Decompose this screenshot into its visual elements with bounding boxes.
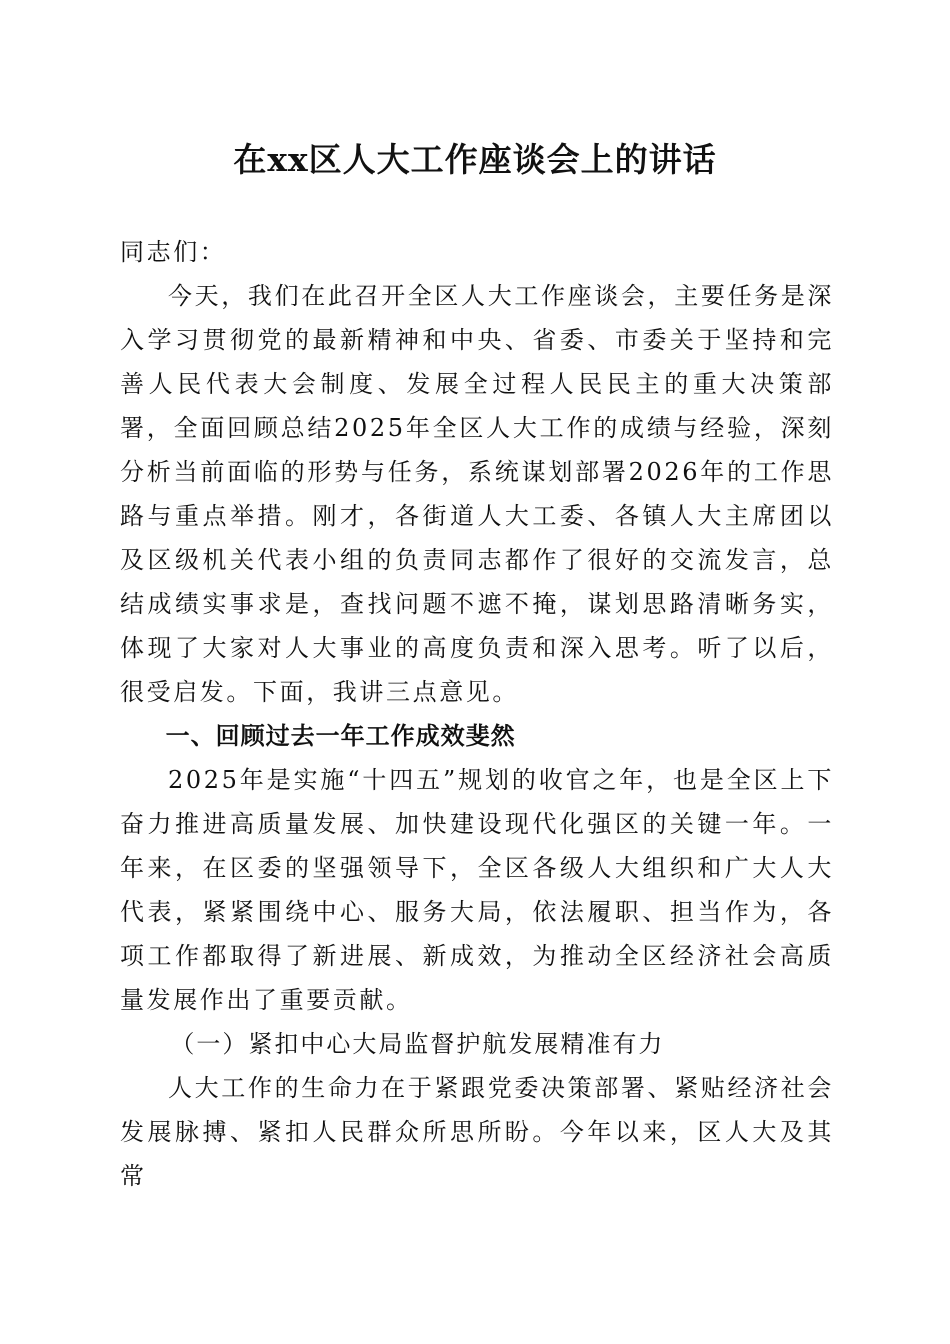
paragraph-review: 2025年是实施“十四五”规划的收官之年，也是全区上下奋力推进高质量发展、加快建设现代化强区的关键一年。一年来，在区委的坚强领导下，全区各级人大组织和广大人大代表，紧紧围绕中心、服务大局，依法履职、担当作为，各项工作都取得了新进展、新成效，为推动全区经济社会高质量发展作出了重要贡献。 [120, 766, 834, 1014]
subsection-heading-1-1: （一）紧扣中心大局监督护航发展精准有力 [170, 1030, 665, 1058]
document-body [120, 230, 834, 1198]
section-heading-1: 一、回顾过去一年工作成效斐然 [165, 721, 516, 750]
salutation: 同志们： [120, 238, 227, 266]
paragraph-supervision: 人大工作的生命力在于紧跟党委决策部署、紧贴经济社会发展脉搏、紧扣人民群众所思所盼。今年以来，区人大及其常 [120, 1074, 834, 1190]
paragraph-intro: 今天，我们在此召开全区人大工作座谈会，主要任务是深入学习贯彻党的最新精神和中央、省委、市委关于坚持和完善人民代表大会制度、发展全过程人民民主的重大决策部署，全面回顾总结2025年全区人大工作的成绩与经验，深刻分析当前面临的形势与任务，系统谋划部署2026年的工作思路与重点举措。刚才，各街道人大工委、各镇人大主席团以及区级机关代表小组的负责同志都作了很好的交流发言，总结成绩实事求是，查找问题不遮不掩，谋划思路清晰务实，体现了大家对人大事业的高度负责和深入思考。听了以后，很受启发。下面，我讲三点意见。 [120, 282, 834, 706]
document-title: 在xx区人大工作座谈会上的讲话 [233, 140, 717, 179]
